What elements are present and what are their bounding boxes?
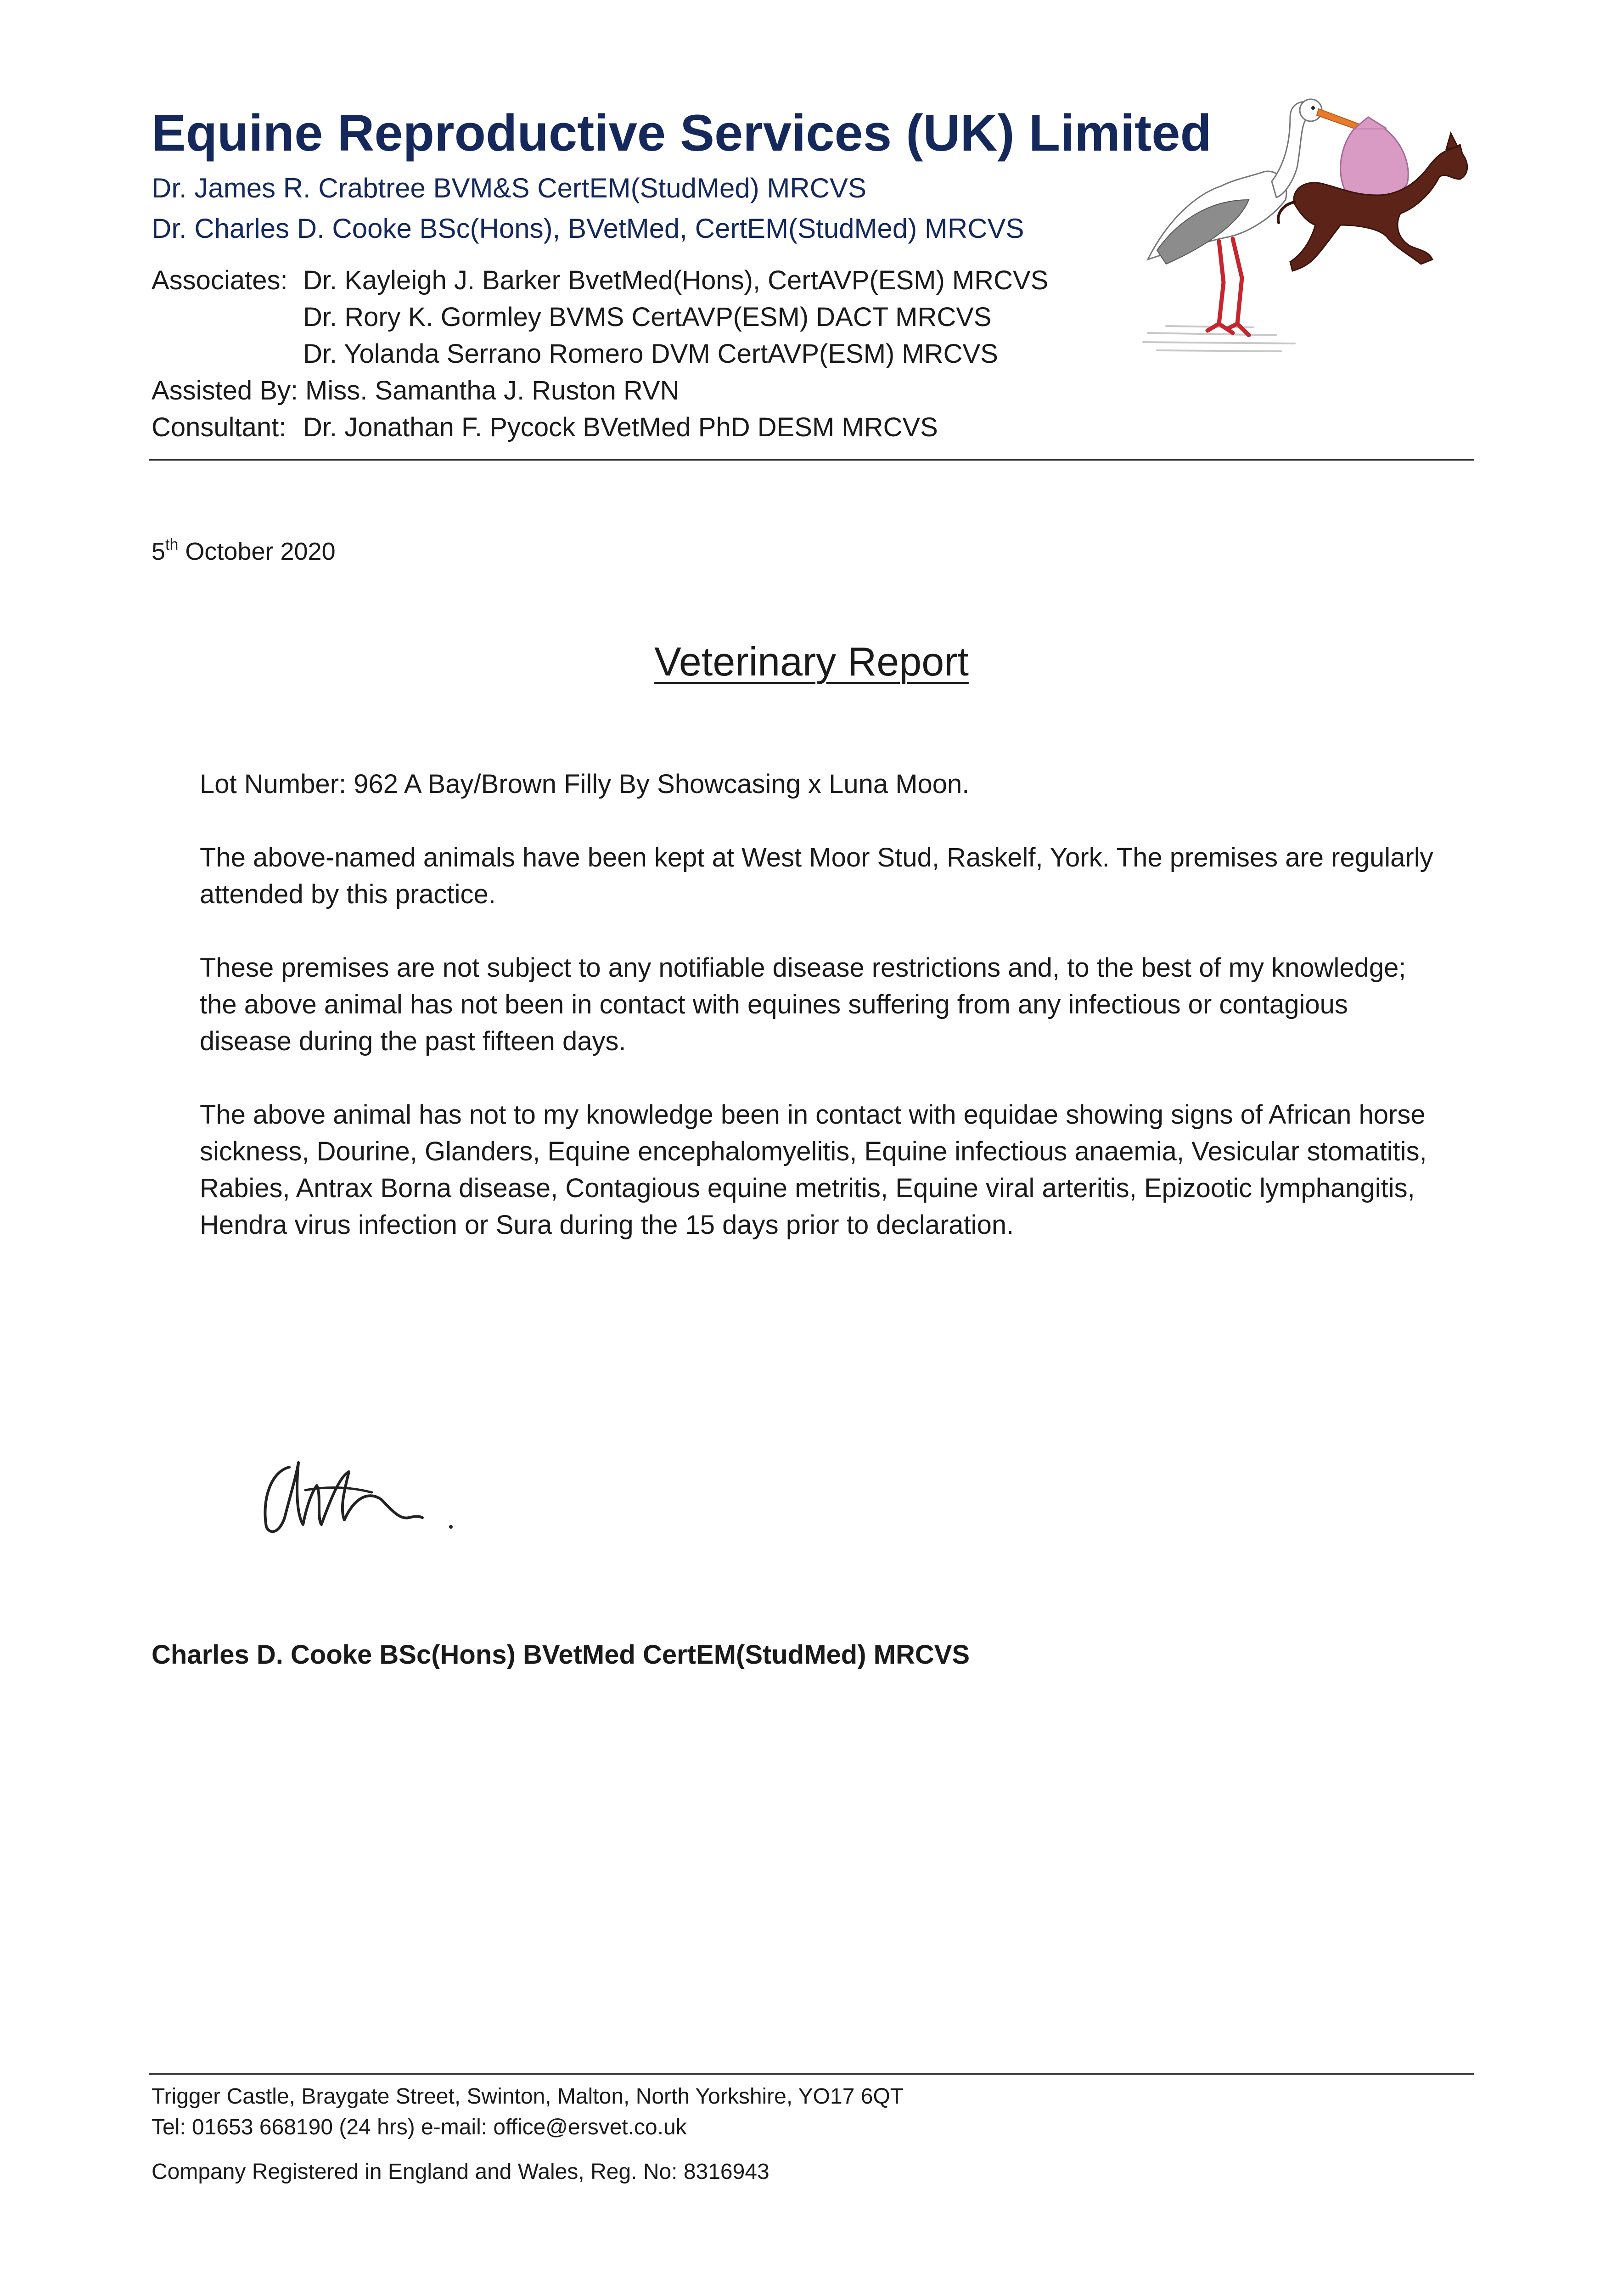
company-name: Equine Reproductive Services (UK) Limited	[152, 104, 1212, 162]
footer-divider	[149, 2073, 1474, 2075]
paragraph-restrictions: These premises are not subject to any notifiable disease restrictions and, to the best of my knowledge; the above animal has not been in contact with equines suffering from any infectious or contagious disease during the past fifteen days.	[200, 953, 1406, 1056]
partner-crabtree: Dr. James R. Crabtree BVM&S CertEM(StudMed) MRCVS	[152, 173, 867, 203]
assisted-name: Miss. Samantha J. Ruston RVN	[305, 376, 680, 405]
associate-serrano: Dr. Yolanda Serrano Romero DVM CertAVP(ESM) MRCVS	[303, 339, 998, 369]
date-suffix: th	[165, 536, 179, 553]
date-day: 5	[152, 538, 166, 565]
letter-date	[152, 537, 336, 566]
stork-carrying-foal-logo-icon	[1139, 85, 1488, 360]
associates-label: Associates:	[152, 265, 288, 295]
associate-gormley: Dr. Rory K. Gormley BVMS CertAVP(ESM) DACT MRCVS	[303, 302, 992, 332]
consultant-name: Dr. Jonathan F. Pycock BVetMed PhD DESM MRCVS	[303, 412, 938, 442]
assisted-label: Assisted By:	[152, 376, 298, 405]
footer-address: Trigger Castle, Braygate Street, Swinton, Malton, North Yorkshire, YO17 6QT	[152, 2084, 904, 2109]
paragraph-lot: Lot Number: 962 A Bay/Brown Filly By Showcasing x Luna Moon.	[200, 769, 970, 799]
paragraph-premises: The above-named animals have been kept at West Moor Stud, Raskelf, York. The premises are regularly attended by this practice.	[200, 843, 1433, 909]
consultant-label: Consultant:	[152, 412, 286, 442]
paragraph-diseases: The above animal has not to my knowledge been in contact with equidae showing signs of African horse sickness, Dourine, Glanders, Equine encephalomyelitis, Equine infectious anaemia, Vesicular stomatitis, Rabies, Antrax Borna disease, Contagious equine metritis, Equine viral arteritis, Epizootic lymphangitis, Hendra virus infection or Sura during the 15 days prior to declaration.	[200, 1100, 1427, 1240]
footer-contact: Tel: 01653 668190 (24 hrs) e-mail: office@ersvet.co.uk	[152, 2115, 687, 2139]
signatory-name: Charles D. Cooke BSc(Hons) BVetMed CertEM(StudMed) MRCVS	[152, 1640, 970, 1670]
associate-barker: Dr. Kayleigh J. Barker BvetMed(Hons), CertAVP(ESM) MRCVS	[303, 265, 1049, 295]
date-rest: October 2020	[178, 538, 336, 565]
report-title: Veterinary Report	[654, 639, 969, 684]
header-divider	[149, 459, 1474, 461]
footer-registration: Company Registered in England and Wales, Reg. No: 8316943	[152, 2160, 769, 2184]
handwritten-signature-icon	[253, 1440, 464, 1541]
partner-cooke: Dr. Charles D. Cooke BSc(Hons), BVetMed, CertEM(StudMed) MRCVS	[152, 213, 1024, 244]
